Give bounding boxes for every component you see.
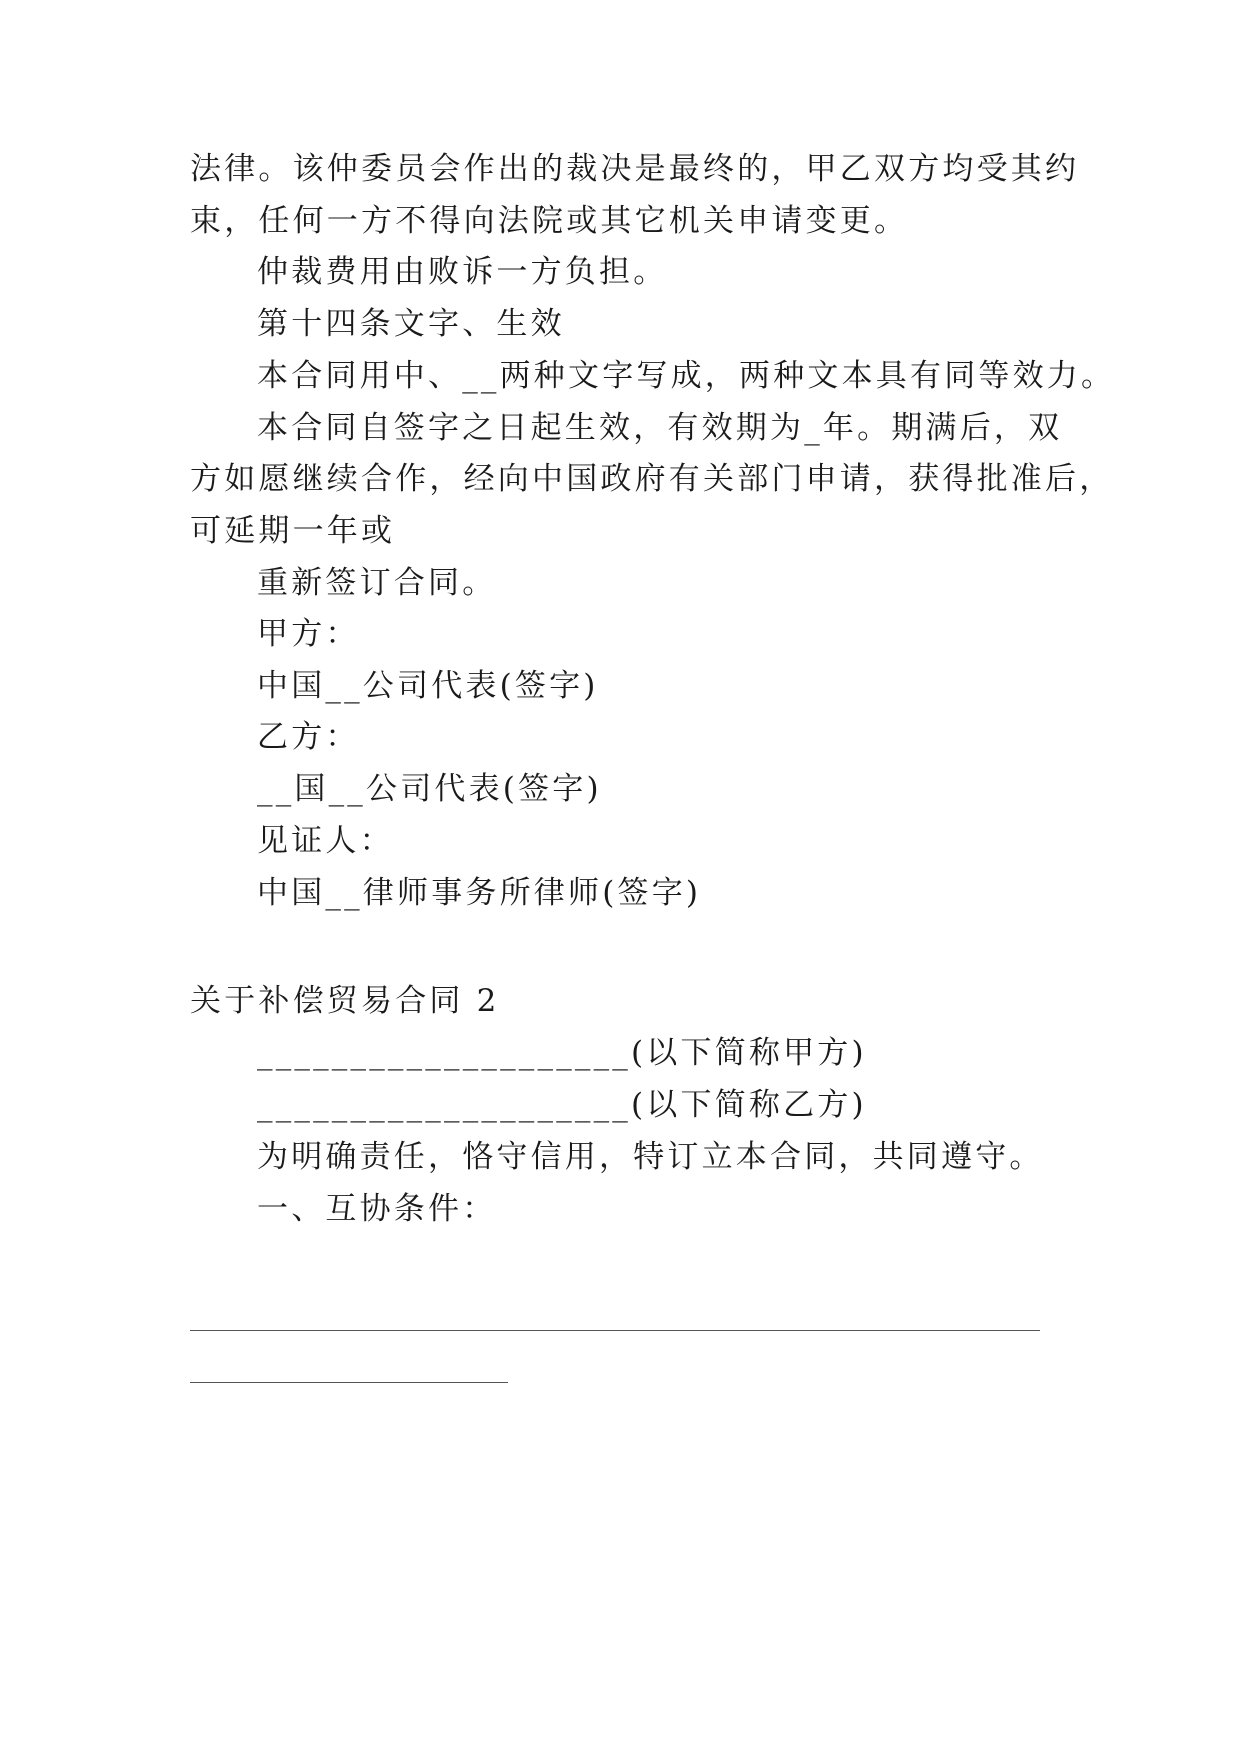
paragraph-intro: 为明确责任，恪守信用，特订立本合同，共同遵守。 [257,1139,1044,1175]
paragraph-arbitration-cost: 仲裁费用由败诉一方负担。 [257,254,668,290]
party-b-label: 乙方： [257,719,360,755]
party-a-label: 甲方： [257,616,360,652]
paragraph-languages: 本合同用中、__两种文字写成，两种文本具有同等效力。 [257,358,1116,394]
party-b-signature: __国__公司代表(签字) [257,771,602,807]
witness-signature: 中国__律师事务所律师(签字) [257,875,702,911]
paragraph-arbitration-final-line2: 束，任何一方不得向法院或其它机关申请变更。 [190,203,909,239]
party-a-definition: ____________________(以下简称甲方) [257,1035,867,1071]
blank-fill-line-1 [190,1330,1040,1331]
clause-1-title: 一、互协条件： [257,1191,497,1227]
paragraph-renew: 重新签订合同。 [257,565,497,601]
article-14-title: 第十四条文字、生效 [257,306,565,342]
paragraph-validity-line3: 可延期一年或 [190,513,396,549]
paragraph-arbitration-final-line1: 法律。该仲委员会作出的裁决是最终的，甲乙双方均受其约 [190,151,1080,187]
section-2-title: 关于补偿贸易合同 2 [190,983,500,1019]
paragraph-validity-line2: 方如愿继续合作，经向中国政府有关部门申请，获得批准后， [190,461,1114,497]
blank-fill-line-2 [190,1382,508,1383]
party-a-signature: 中国__公司代表(签字) [257,668,599,704]
paragraph-validity-line1: 本合同自签字之日起生效，有效期为_年。期满后，双 [257,410,1063,446]
party-b-definition: ____________________(以下简称乙方) [257,1087,867,1123]
witness-label: 见证人： [257,823,394,859]
